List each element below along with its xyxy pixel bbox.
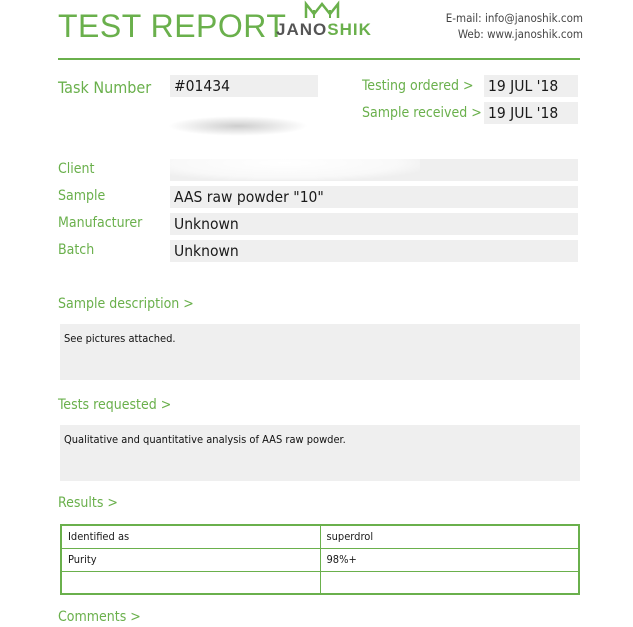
table-row [61,548,579,571]
manufacturer-label: Manufacturer [58,215,143,231]
report-title: TEST REPORT [58,8,287,44]
contact-info [446,10,583,42]
testing-ordered-value: 19 JUL '18 [484,75,578,97]
header-divider [58,58,580,60]
batch-value: Unknown [170,240,578,262]
web-line[interactable]: Web: www.janoshik.com [457,27,583,41]
logo-mark-icon [304,0,340,20]
result-key [61,571,320,594]
janoshik-logo [276,0,372,44]
sample-label: Sample [58,188,106,204]
sample-value: AAS raw powder "10" [170,186,578,208]
table-row [61,525,579,548]
email-line[interactable]: E-mail: info@janoshik.com [445,11,583,25]
batch-label: Batch [58,242,95,258]
tests-requested-heading: Tests requested > [58,397,172,413]
task-number-value: #01434 [170,75,318,97]
redaction-smudge [168,116,308,136]
comments-heading: Comments > [58,609,141,625]
client-redaction [150,146,420,180]
result-value: 98%+ [320,548,579,571]
result-value: superdrol [320,525,579,548]
logo-text: JANOSHIK [276,20,372,39]
tests-requested-text: Qualitative and quantitative analysis of AAS raw powder. [64,433,346,446]
client-label: Client [58,161,95,177]
result-key: Purity [61,548,320,571]
sample-received-value: 19 JUL '18 [484,102,578,124]
table-row [61,571,579,594]
results-heading: Results > [58,495,118,511]
sample-description-text: See pictures attached. [64,332,176,345]
results-table [60,524,580,595]
sample-description-box [60,324,580,380]
tests-requested-box [60,425,580,481]
result-value [320,571,579,594]
task-number-label: Task Number [58,78,152,97]
testing-ordered-label: Testing ordered > [362,78,474,94]
sample-description-heading: Sample description > [58,296,194,312]
sample-received-label: Sample received > [362,105,482,121]
manufacturer-value: Unknown [170,213,578,235]
result-key: Identified as [61,525,320,548]
